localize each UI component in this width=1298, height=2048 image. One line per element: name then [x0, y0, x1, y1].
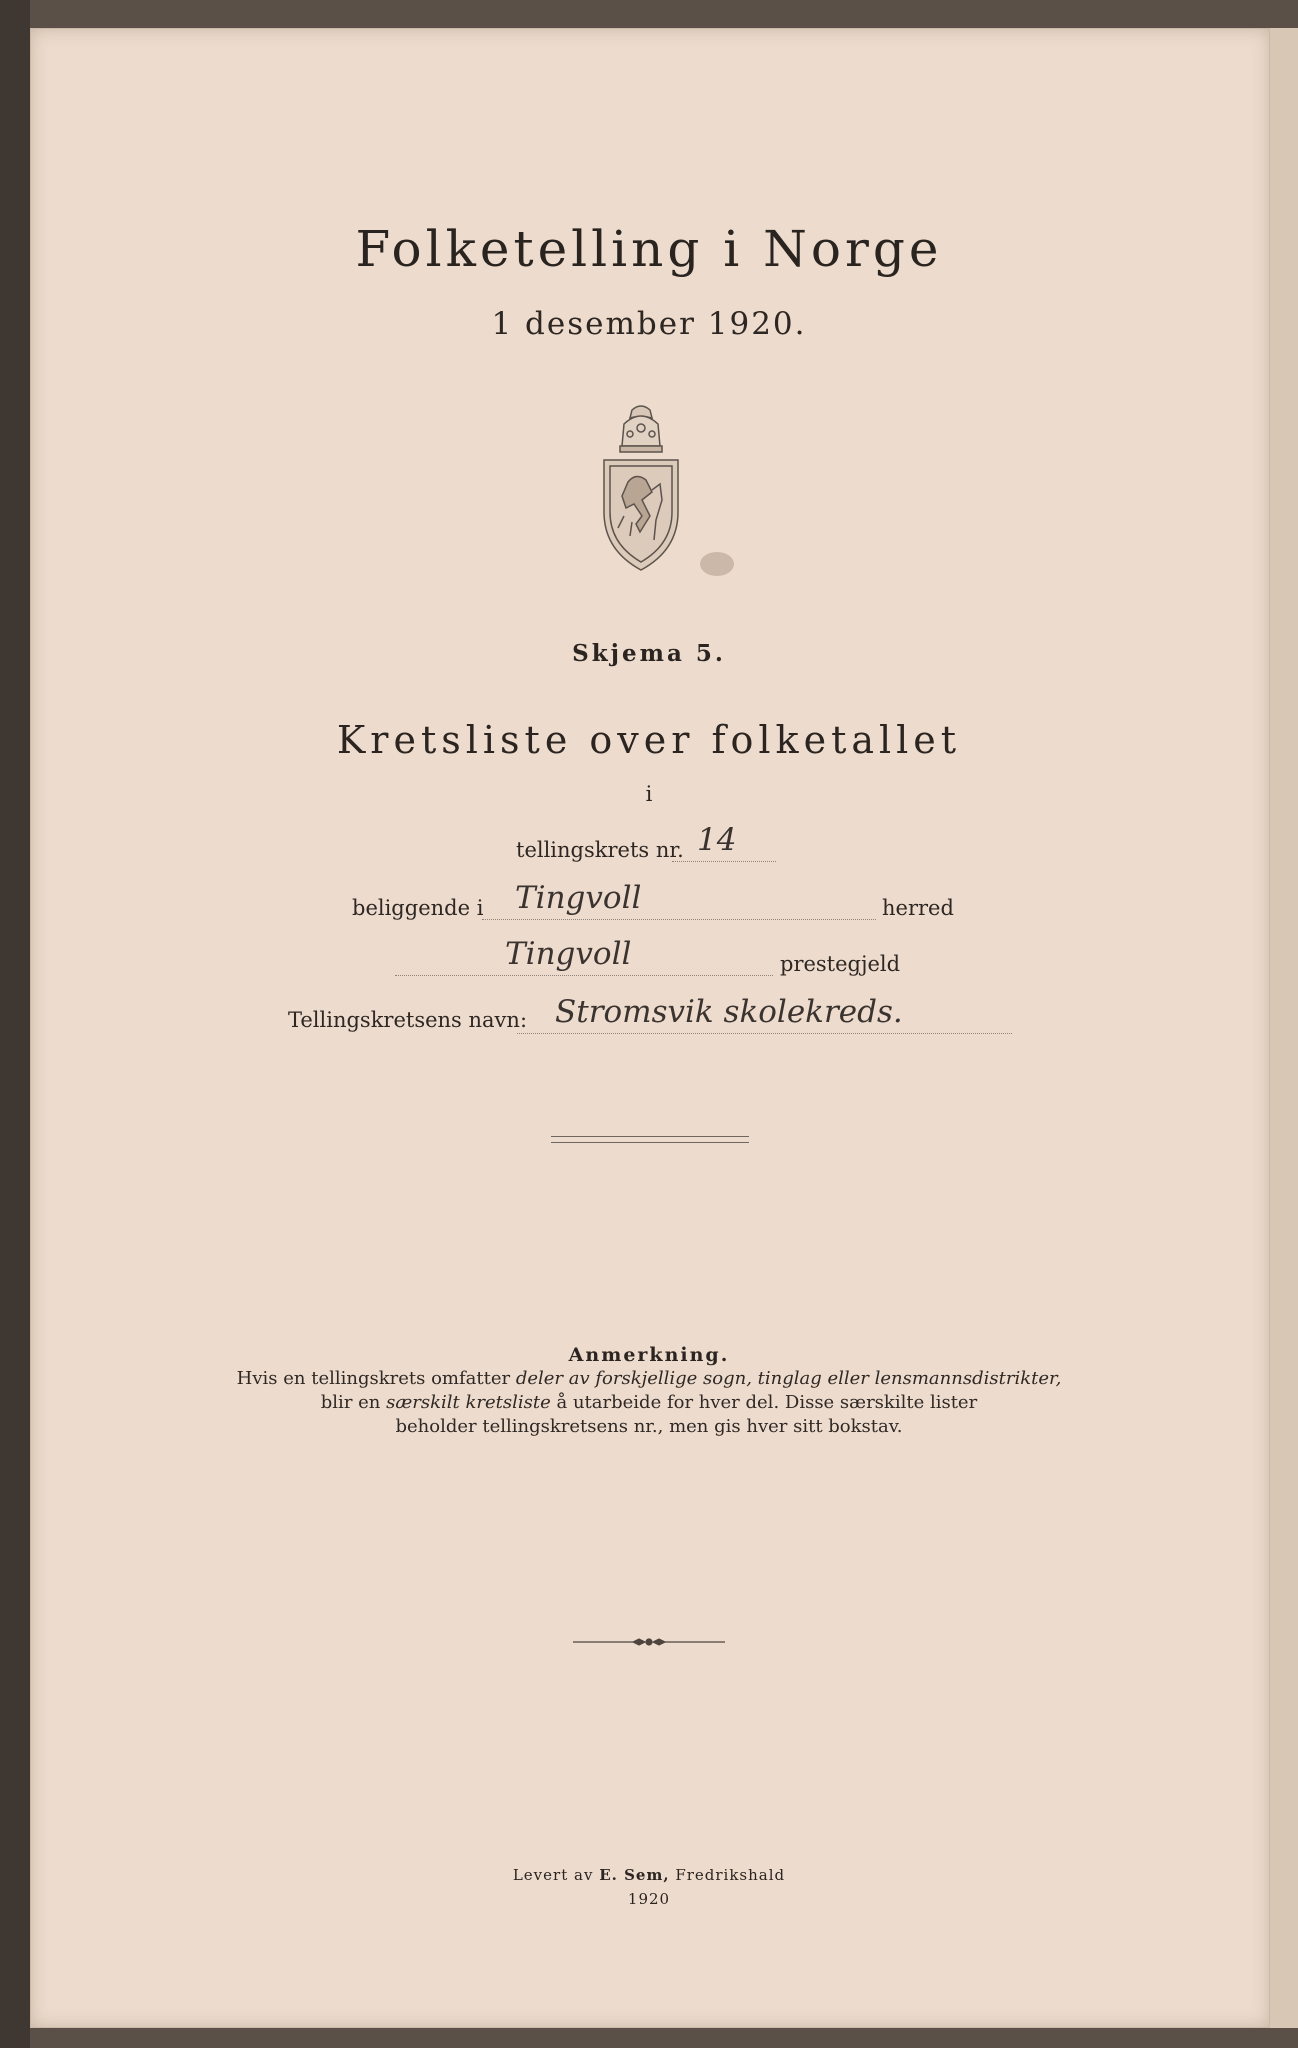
norwegian-coat-of-arms-icon — [596, 400, 686, 572]
tellingskrets-value: 14 — [697, 822, 737, 858]
kretsnavn-label: Tellingskretsens navn: — [288, 1008, 528, 1032]
connector-word: i — [645, 782, 653, 806]
note-line-1-plain: Hvis en tellingskrets omfatter — [236, 1368, 516, 1389]
form-title: Folketelling i Norge — [355, 220, 943, 278]
kretsnavn-fill-line — [517, 1032, 1012, 1034]
schema-number: Skjema 5. — [572, 640, 726, 667]
kretsnavn-value: Stromsvik skolekreds. — [555, 994, 903, 1030]
herred-label: herred — [882, 896, 954, 920]
tellingskrets-fill-line — [672, 860, 776, 862]
form-date: 1 desember 1920. — [491, 306, 807, 342]
decorative-divider-icon — [573, 1635, 725, 1649]
herred-value: Tingvoll — [515, 880, 642, 916]
form-heading: Kretsliste over folketallet — [336, 718, 962, 762]
note-line-2-italic: særskilt kretsliste — [386, 1392, 551, 1413]
note-line-3: beholder tellingskretsens nr., men gis hver sitt bokstav. — [395, 1416, 903, 1437]
printer-place: Fredrikshald — [669, 1866, 786, 1884]
section-divider — [551, 1136, 749, 1143]
note-line-2 — [0, 1392, 1298, 1413]
note-line-2-rest: å utarbeide for hver del. Disse særskilte lister — [550, 1392, 978, 1413]
tellingskrets-label: tellingskrets nr. — [516, 838, 684, 862]
note-line-1 — [0, 1368, 1298, 1389]
herred-fill-line — [482, 918, 876, 920]
prestegjeld-label: prestegjeld — [780, 952, 901, 976]
printer-line — [0, 1866, 1298, 1884]
printer-year: 1920 — [627, 1890, 671, 1908]
note-line-1-italic: deler av forskjellige sogn, tinglag eller lensmannsdistrikter, — [515, 1368, 1062, 1389]
beliggende-label: beliggende i — [352, 896, 484, 920]
printer-name: E. Sem, — [599, 1866, 670, 1884]
note-title: Anmerkning. — [568, 1344, 730, 1366]
prestegjeld-fill-line — [395, 974, 773, 976]
printer-prefix: Levert av — [512, 1866, 600, 1884]
note-line-2-plain: blir en — [320, 1392, 387, 1413]
prestegjeld-value: Tingvoll — [505, 936, 632, 972]
paper-stain — [700, 552, 734, 576]
